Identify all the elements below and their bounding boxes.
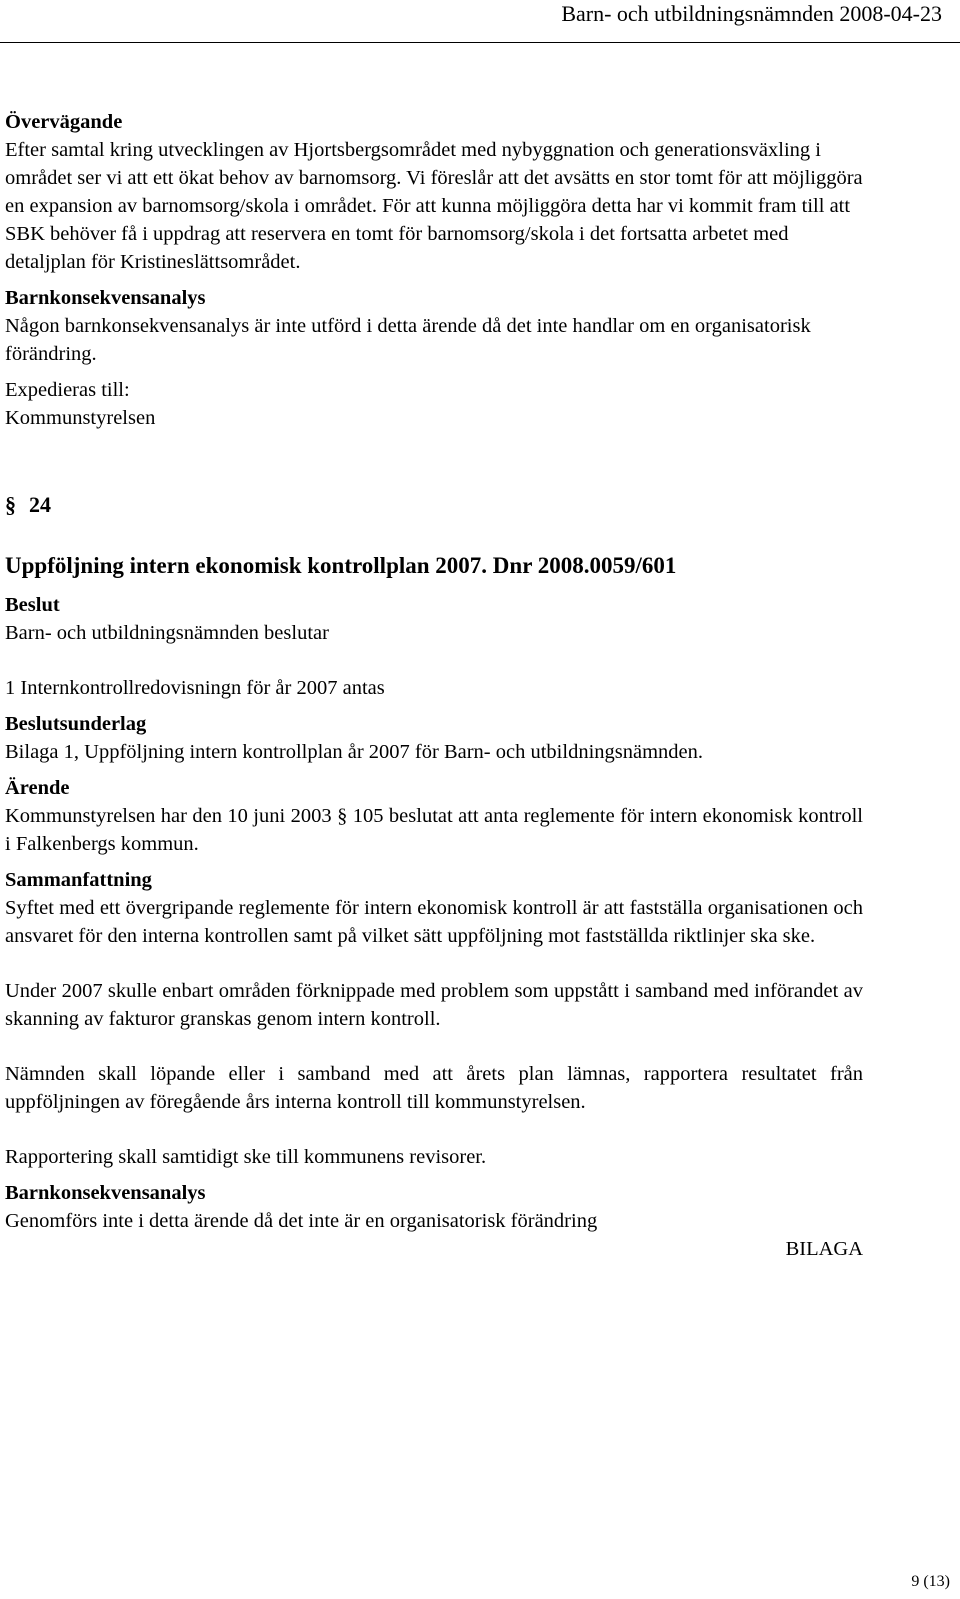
expedieras-label: Expedieras till: (5, 379, 130, 401)
page-header (0, 0, 960, 43)
barnkonsekvens-heading: Barnkonsekvensanalys (5, 287, 206, 309)
page-number: 9 (13) (911, 1573, 950, 1590)
arende-text: Kommunstyrelsen har den 10 juni 2003 § 105 beslutat att anta reglemente för intern ekonomisk kontroll i Falkenbergs kommun. (5, 805, 863, 855)
sammanfattning-p3: Nämnden skall löpande eller i samband med att årets plan lämnas, rapportera resultatet från uppföljningen av föregående års interna kontroll till kommunstyrelsen. (5, 1063, 863, 1113)
sammanfattning-p4: Rapportering skall samtidigt ske till kommunens revisorer. (5, 1146, 487, 1168)
header-title: Barn- och utbildningsnämnden 2008-04-23 (561, 1, 942, 26)
barnkonsekvens-text: Någon barnkonsekvensanalys är inte utförd i detta ärende då det inte handlar om en organisatorisk förändring. (5, 315, 811, 365)
overvagande-text: Efter samtal kring utvecklingen av Hjortsbergsområdet med nybyggnation och generationsväxling i området ser vi att ett ökat behov av barnomsorg. Vi föreslår att det avsätts en stor tomt för att möjliggöra en expansion av barnomsorg/skola i området. För att kunna möjliggöra detta har vi kommit fram till att SBK behöver få i uppdrag att reservera en tomt för barnomsorg/skola i det fortsatta arbetet med detaljplan för Kristineslättsområdet. (5, 139, 863, 273)
expedieras-recipient: Kommunstyrelsen (5, 407, 156, 429)
sammanfattning-p2: Under 2007 skulle enbart områden förknippade med problem som uppstått i samband med införandet av skanning av fakturor granskas genom intern kontroll. (5, 980, 863, 1030)
beslutsunderlag-text: Bilaga 1, Uppföljning intern kontrollplan år 2007 för Barn- och utbildningsnämnden. (5, 741, 704, 763)
beslut-item: 1 Internkontrollredovisningn för år 2007 antas (5, 677, 385, 699)
section-title: Uppföljning intern ekonomisk kontrollplan 2007. Dnr 2008.0059/601 (5, 553, 677, 578)
arende-heading: Ärende (5, 777, 70, 799)
bilaga-label: BILAGA (785, 1238, 863, 1260)
barnkonsekvens2-text: Genomförs inte i detta ärende då det inte är en organisatorisk förändring (5, 1210, 598, 1232)
beslut-text: Barn- och utbildningsnämnden beslutar (5, 622, 329, 644)
section-number (5, 488, 863, 522)
paragraph-symbol: § (5, 492, 16, 517)
beslut-heading: Beslut (5, 594, 60, 616)
sammanfattning-p1: Syftet med ett övergripande reglemente för intern ekonomisk kontroll är att fastställa organisationen och ansvaret för den interna kontrollen samt på vilket sätt uppföljning mot fastställda riktlinjer ska ske. (5, 897, 863, 947)
sammanfattning-heading: Sammanfattning (5, 869, 152, 891)
overvagande-heading: Övervägande (5, 111, 123, 133)
beslutsunderlag-heading: Beslutsunderlag (5, 713, 147, 735)
document-body (5, 108, 863, 1263)
section-number-value: 24 (29, 492, 51, 517)
barnkonsekvens2-heading: Barnkonsekvensanalys (5, 1182, 206, 1204)
